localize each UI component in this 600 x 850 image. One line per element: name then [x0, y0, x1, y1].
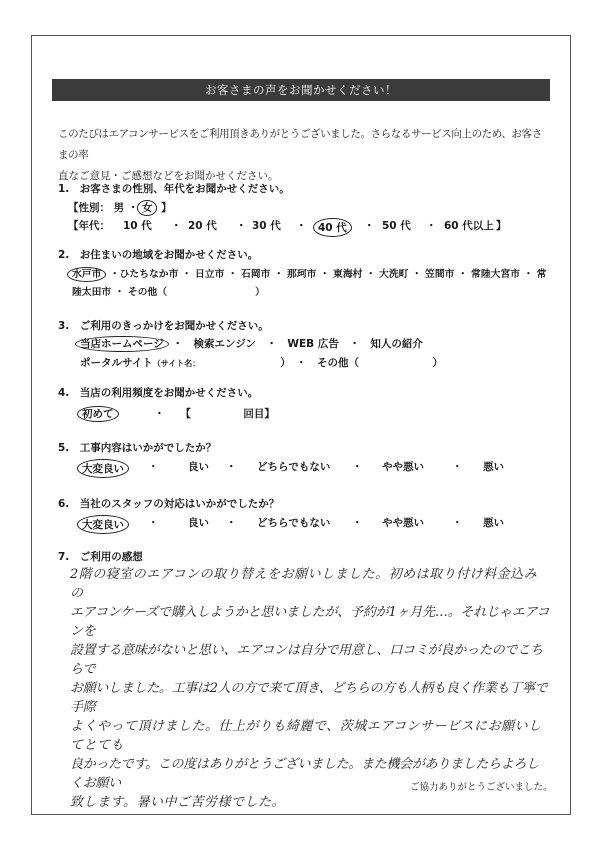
rating-sep: ・: [226, 517, 237, 529]
frequency-selected: 初めて: [77, 406, 119, 422]
age-sep: ・: [364, 220, 375, 232]
age-option: 50 代: [382, 220, 411, 232]
question-6-title: 6. 当社のスタッフの対応はいかがでしたか？: [58, 498, 280, 510]
trigger-options: ・ 検索エンジン ・ WEB 広告 ・ 知人の紹介: [172, 338, 423, 350]
comment-line: 設置する意味がないと思い、エアコンは自分で用意し、口コミが良かったのでこちらで: [70, 643, 543, 677]
age-label: 【年代：: [68, 220, 110, 232]
gender-label: 【性別：: [68, 202, 110, 214]
rating-sep: ・: [148, 461, 159, 473]
rating-sep: ・: [452, 517, 463, 529]
portal-site: ポータルサイト: [80, 357, 153, 369]
rating-sep: ・: [226, 461, 237, 473]
comment-line: よくやって頂けました。仕上がりも綺麗で、茨城エアコンサービスにお願いしてとても: [70, 719, 542, 753]
question-4-title: 4. 当店の利用頻度をお聞かせください。: [58, 387, 259, 399]
frequency-other: ・ 【 回目】: [154, 408, 275, 420]
work-rating-option: どちらでもない: [257, 461, 331, 473]
handwritten-comment: [70, 565, 550, 812]
work-rating-option: 悪い: [483, 461, 504, 473]
age-sep: ・: [171, 220, 182, 232]
age-sep: ・: [296, 220, 307, 232]
work-rating-option: 良い: [188, 461, 209, 473]
work-rating-selected: 大変良い: [77, 459, 129, 478]
age-close: 】: [496, 220, 507, 232]
staff-rating-option: 良い: [188, 517, 209, 529]
question-5-title: 5. 工事内容はいかがでしたか？: [58, 442, 217, 454]
rating-sep: ・: [452, 461, 463, 473]
intro-line-1: このたびはエアコンサービスをご利用頂きありがとうございました。さらなるサービス向上のため、お客さまの率: [58, 128, 542, 161]
closing-thanks: ご協力ありがとうございました。: [410, 782, 553, 793]
comment-line: 2階の寝室のエアコンの取り替えをお願いしました。初めは取り付け料金込みの: [70, 567, 538, 601]
intro-text: [58, 124, 548, 187]
question-3-title: 3. ご利用のきっかけをお聞かせください。: [58, 320, 269, 332]
comment-line: 良かったです。この度はありがとうございました。また機会がありましたらよろしくお願い: [70, 757, 539, 791]
trigger-row-2: [80, 355, 443, 370]
comment-line: エアコンケーズで購入しようかと思いましたが、予約が1ヶ月先…。それじゃエアコンを: [70, 605, 550, 639]
age-sep: ・: [236, 220, 247, 232]
age-option: 30 代: [252, 220, 281, 232]
gender-female-circled: 女: [137, 200, 158, 216]
work-rating-row: [82, 459, 532, 477]
age-row: [68, 218, 538, 236]
rating-sep: ・: [352, 517, 363, 529]
gender-sep: ・: [127, 202, 139, 214]
region-row-2: 陸太田市 ・ その他（ ）: [72, 287, 265, 298]
staff-rating-row: [82, 515, 532, 533]
gender-close: 】: [161, 202, 172, 214]
question-7-title: 7. ご利用の感想: [58, 551, 143, 563]
age-option-selected: 40 代: [313, 218, 352, 237]
region-row-1: [72, 266, 546, 280]
gender-male: 男: [113, 202, 125, 214]
rating-sep: ・: [352, 461, 363, 473]
question-2-title: 2. お住まいの地域をお聞かせください。: [58, 249, 259, 261]
staff-rating-option: やや悪い: [382, 517, 424, 529]
question-1-title: 1. お客さまの性別、年代をお聞かせください。: [58, 183, 290, 195]
region-options: ・ひたちなか市 ・ 日立市 ・ 石岡市 ・ 那珂市 ・ 東海村 ・ 大洗町 ・ 笠間市 ・ 常陸大宮市 ・ 常: [109, 269, 547, 280]
region-selected: 水戸市: [67, 267, 106, 282]
rating-sep: ・: [148, 517, 159, 529]
frequency-row: [82, 406, 275, 421]
trigger-row-1: [80, 336, 423, 351]
comment-line: 致します。暑い中ご苦労様でした。: [70, 795, 285, 810]
portal-site-name-label: （サイト名：: [152, 359, 197, 368]
work-rating-option: やや悪い: [382, 461, 424, 473]
comment-line: お願いしました。工事は2人の方で来て頂き、どちらの方も人柄も良く作業も丁寧で手際: [70, 681, 548, 715]
gender-row: [68, 200, 172, 215]
staff-rating-option: 悪い: [483, 517, 504, 529]
age-option: 10 代: [123, 220, 152, 232]
intro-line-2: 直なご意見・ご感想などをお聞かせください。: [58, 170, 279, 182]
staff-rating-option: どちらでもない: [257, 517, 331, 529]
trigger-selected: 当店ホームページ: [75, 336, 169, 352]
age-sep: ・: [426, 220, 437, 232]
staff-rating-selected: 大変良い: [77, 515, 129, 534]
survey-title-banner: お客さまの声をお聞かせください！: [52, 79, 550, 101]
age-option: 60 代以上: [444, 220, 494, 232]
trigger-other: ） ・ その他（ ）: [196, 357, 443, 369]
age-option: 20 代: [188, 220, 217, 232]
